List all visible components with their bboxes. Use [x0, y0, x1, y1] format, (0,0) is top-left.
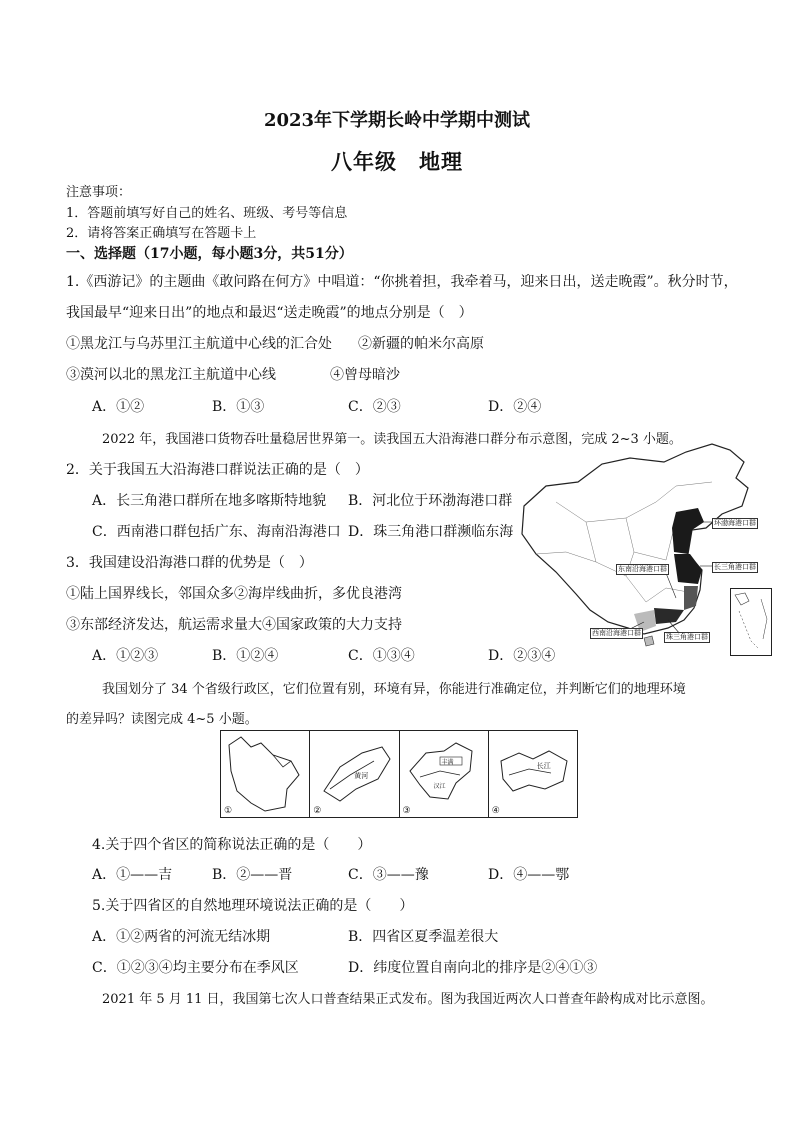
q1-stem-line1: 1.《西游记》的主题曲《敢问路在何方》中唱道：“你挑着担，我牵着马，迎来日出，送走晚霞”。秋分时节， [66, 274, 738, 290]
q1-stem-line2: 我国最早“迎来日出”的地点和最迟“送走晚霞”的地点分别是（ ） [66, 305, 473, 321]
section-heading: 一、选择题（17小题，每小题3分，共51分） [66, 246, 353, 262]
q1-option-3: ③漠河以北的黑龙江主航道中心线 [66, 367, 276, 383]
q5-stem: 5.关于四省区的自然地理环境说法正确的是（ ） [92, 898, 414, 914]
province-maps-panel [220, 730, 578, 818]
inset-svg [731, 589, 771, 655]
port-bohai-region [672, 508, 704, 554]
intro-q4-5-line1: 我国划分了 34 个省级行政区，它们位置有别，环境有异，你能进行准确定位，并判断它们的地理环境 [102, 682, 686, 697]
province-map-1 [221, 731, 310, 817]
province-map-3-label: 丰满 [441, 759, 454, 766]
province-map-4-river: 长江 [536, 762, 551, 770]
q3-options-row2: ③东部经济发达，航运需求量大④国家政策的大力支持 [66, 617, 402, 633]
province-map-4 [489, 731, 577, 817]
exam-subtitle: 八年级 地理 [331, 149, 463, 174]
q2-choice-b[interactable]: B．河北位于环渤海港口群 [348, 493, 513, 509]
q1-choice-a[interactable]: A．①② [92, 399, 145, 415]
province-map-3-number: ③ [402, 806, 411, 816]
province-map-2-number: ② [313, 806, 322, 816]
china-outline [522, 444, 748, 634]
q4-choice-c[interactable]: C．③——豫 [348, 867, 429, 883]
province-map-3 [400, 731, 489, 817]
label-southeast: 东南沿海港口群 [618, 565, 667, 573]
q2-choice-d[interactable]: D．珠三角港口群濒临东海 [348, 524, 514, 540]
province-map-2-river: 黄河 [354, 772, 369, 780]
q4-choice-b[interactable]: B．②——晋 [212, 867, 293, 883]
q2-choice-a[interactable]: A．长三角港口群所在地多喀斯特地貌 [92, 493, 327, 509]
q5-choice-c[interactable]: C．①②③④均主要分布在季风区 [92, 960, 299, 976]
label-yangtze: 长三角港口群 [714, 563, 756, 571]
intro-q4-5-line2: 的差异吗？读图完成 4~5 小题。 [66, 712, 258, 727]
port-yangtze-region [674, 554, 702, 584]
q5-choice-b[interactable]: B．四省区夏季温差很大 [348, 929, 499, 945]
exam-title: 2023年下学期长岭中学期中测试 [263, 110, 531, 131]
q3-choice-c[interactable]: C．①③④ [348, 648, 415, 664]
label-bohai: 环渤海港口群 [714, 519, 756, 527]
province-map-2 [310, 731, 399, 817]
q2-stem: 2．关于我国五大沿海港口群说法正确的是（ ） [66, 462, 369, 478]
q1-option-1: ①黑龙江与乌苏里江主航道中心线的汇合处 [66, 336, 332, 352]
province-map-4-svg [489, 731, 577, 817]
q4-stem: 4.关于四个省区的简称说法正确的是（ ） [92, 837, 372, 853]
label-prd: 珠三角港口群 [666, 633, 708, 641]
q1-option-2: ②新疆的帕米尔高原 [358, 336, 484, 352]
q3-choice-a[interactable]: A．①②③ [92, 648, 159, 664]
q4-choice-a[interactable]: A．①——吉 [92, 867, 173, 883]
intro-q6: 2021 年 5 月 11 日，我国第七次人口普查结果正式发布。图为我国近两次人口普查年龄构成对比示意图。 [102, 992, 714, 1007]
q3-choice-b[interactable]: B．①②④ [212, 648, 279, 664]
q4-choice-d[interactable]: D．④——鄂 [488, 867, 570, 883]
province-map-1-svg [221, 731, 309, 817]
q1-choice-b[interactable]: B．①③ [212, 399, 265, 415]
q3-choice-d[interactable]: D．②③④ [488, 648, 556, 664]
port-southeast-region [684, 586, 698, 610]
hainan-island [644, 636, 654, 646]
q3-stem: 3．我国建设沿海港口群的优势是（ ） [66, 555, 313, 571]
q5-choice-a[interactable]: A．①②两省的河流无结冰期 [92, 929, 271, 945]
province-map-1-number: ① [224, 806, 233, 816]
notice-item-2: 2．请将答案正确填写在答题卡上 [66, 226, 257, 241]
province-map-3-svg [400, 731, 488, 817]
q3-options-row1: ①陆上国界线长，邻国众多②海岸线曲折，多优良港湾 [66, 586, 402, 602]
q2-choice-c[interactable]: C．西南港口群包括广东、海南沿海港口 [92, 524, 341, 540]
province-map-3-river: 汉江 [433, 783, 446, 790]
notice-heading: 注意事项： [66, 185, 132, 200]
province-map-4-number: ④ [491, 806, 500, 816]
q1-choice-d[interactable]: D．②④ [488, 399, 542, 415]
south-china-sea-inset [730, 588, 772, 656]
q1-option-4: ④曾母暗沙 [330, 367, 400, 383]
q5-choice-d[interactable]: D．纬度位置自南向北的排序是②④①③ [348, 960, 598, 976]
q1-choice-c[interactable]: C．②③ [348, 399, 401, 415]
intro-q2-3: 2022 年，我国港口货物吞吐量稳居世界第一。读我国五大沿海港口群分布示意图，完成 2~3 小题。 [102, 432, 682, 447]
label-southwest: 西南沿海港口群 [592, 629, 641, 637]
notice-item-1: 1．答题前填写好自己的姓名、班级、考号等信息 [66, 206, 348, 221]
